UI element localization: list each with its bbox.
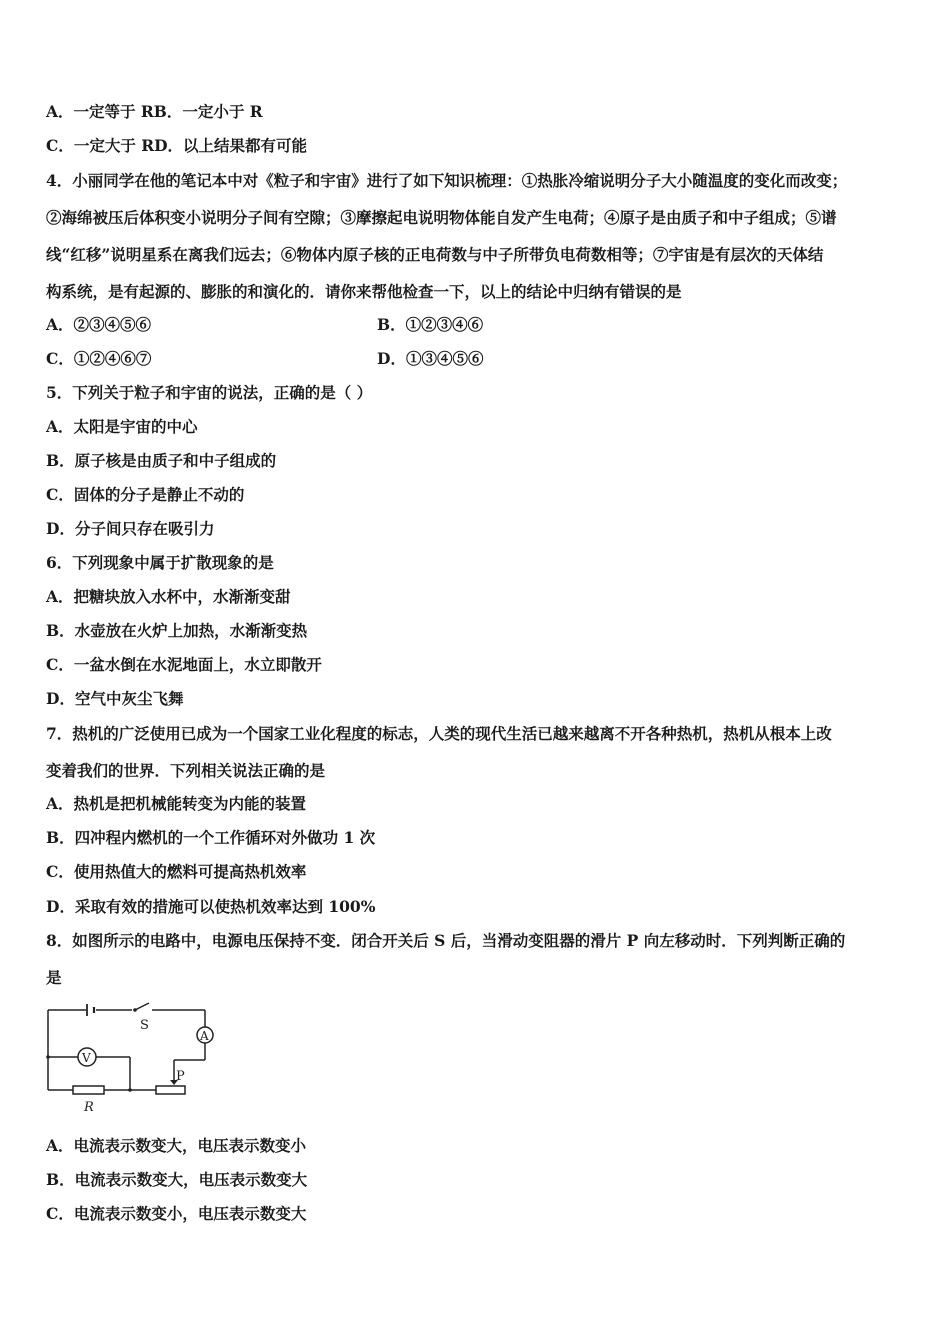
q6-stem: 6．下列现象中属于扩散现象的是 (46, 553, 274, 572)
q6-option-d: D．空气中灰尘飞舞 (46, 689, 184, 708)
q4-options-row2 (46, 349, 484, 369)
q7-stem-line2: 变着我们的世界．下列相关说法正确的是 (46, 761, 326, 780)
q8-stem-line1: 8．如图所示的电路中，电源电压保持不变．闭合开关后 S 后，当滑动变阻器的滑片 P 向左移动时．下列判断正确的 (46, 931, 846, 950)
q8-option-b: B．电流表示数变大，电压表示数变大 (46, 1170, 308, 1189)
q5-option-c: C．固体的分子是静止不动的 (46, 485, 245, 504)
q8-option-c: C．电流表示数变小，电压表示数变大 (46, 1204, 307, 1223)
q7-option-a: A．热机是把机械能转变为内能的装置 (46, 794, 307, 813)
switch-label: S (140, 1018, 149, 1033)
q3-options-ab: A．一定等于 RB．一定小于 R (46, 102, 263, 121)
q4-options-row1 (46, 315, 484, 335)
q4-option-a: A．②③④⑤⑥ (46, 315, 152, 334)
q4-stem-line2: ②海绵被压后体积变小说明分子间有空隙；③摩擦起电说明物体能自发产生电荷；④原子是由质子和中子组成；⑤谱 (46, 208, 837, 227)
q5-option-b: B．原子核是由质子和中子组成的 (46, 451, 277, 470)
q6-option-a: A．把糖块放入水杯中，水渐渐变甜 (46, 587, 291, 606)
circuit-diagram (40, 1000, 225, 1118)
resistor-label: R (84, 1100, 94, 1115)
q3-options-cd: C．一定大于 RD．以上结果都有可能 (46, 136, 308, 155)
q4-option-b: B．①②③④⑥ (377, 315, 484, 334)
q4-stem-line4: 构系统，是有起源的、膨胀的和演化的．请你来帮他检查一下，以上的结论中归纳有错误的是 (46, 282, 682, 301)
q4-stem-line1: 4．小丽同学在他的笔记本中对《粒子和宇宙》进行了如下知识梳理：①热胀冷缩说明分子大小随温度的变化而改变； (46, 171, 848, 190)
q7-stem-line1: 7．热机的广泛使用已成为一个国家工业化程度的标志，人类的现代生活已越来越离不开各种热机，热机从根本上改 (46, 724, 832, 743)
slider-label: P (176, 1069, 185, 1084)
q7-option-b: B．四冲程内燃机的一个工作循环对外做功 1 次 (46, 828, 376, 847)
q4-option-c: C．①②④⑥⑦ (46, 349, 152, 368)
q8-option-a: A．电流表示数变大，电压表示数变小 (46, 1136, 307, 1155)
ammeter-label: A (200, 1029, 209, 1043)
q6-option-c: C．一盆水倒在水泥地面上，水立即散开 (46, 655, 322, 674)
q4-stem-line3: 线“红移”说明星系在离我们远去；⑥物体内原子核的正电荷数与中子所带负电荷数相等；⑦宇宙是有层次的天体结 (46, 245, 824, 264)
q7-option-c: C．使用热值大的燃料可提高热机效率 (46, 862, 307, 881)
q5-option-d: D．分子间只存在吸引力 (46, 519, 215, 538)
q5-option-a: A．太阳是宇宙的中心 (46, 417, 198, 436)
q7-option-d: D．采取有效的措施可以使热机效率达到 100% (46, 897, 376, 916)
q6-option-b: B．水壶放在火炉上加热，水渐渐变热 (46, 621, 308, 640)
q8-stem-line2: 是 (46, 968, 62, 987)
q5-stem: 5．下列关于粒子和宇宙的说法，正确的是（ ） (46, 383, 373, 402)
voltmeter-label: V (82, 1051, 91, 1065)
q4-option-d: D．①③④⑤⑥ (377, 349, 484, 368)
